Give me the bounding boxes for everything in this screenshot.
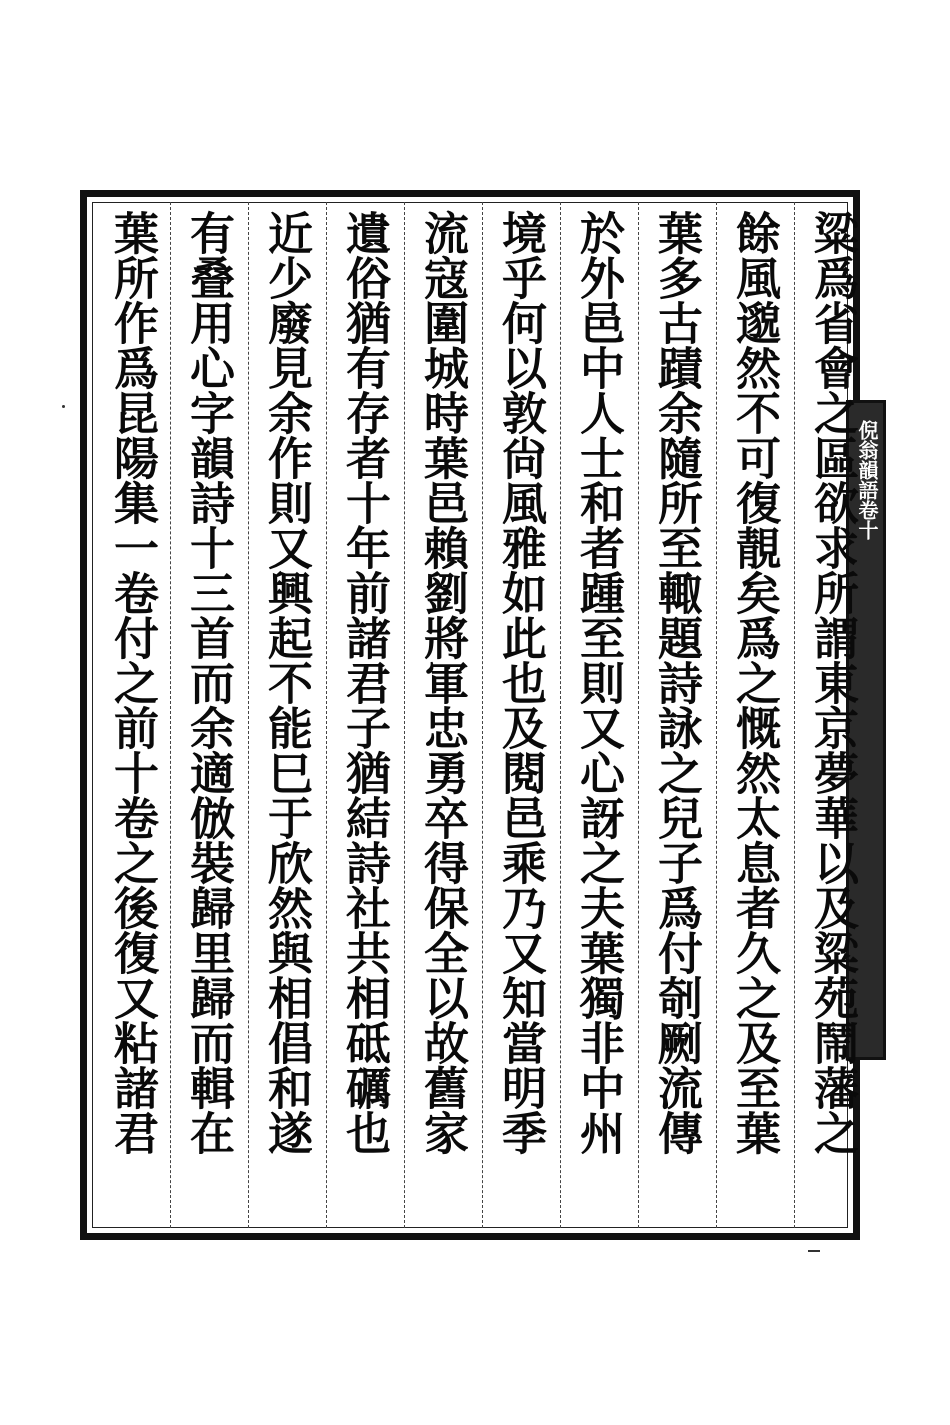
text-column-4: 於外邑中人士和者踵至則又心訝之夫葉獨非中州: [572, 210, 625, 1155]
text-column-8: 近少廢見余作則又興起不能巳于欣然與相倡和遂: [260, 210, 313, 1155]
column-divider: [482, 202, 483, 1228]
text-column-6: 流寇圍城時葉邑賴劉將軍忠勇卒得保全以故舊家: [416, 210, 469, 1155]
spine-title: 倪翁韻語卷十: [855, 420, 879, 540]
text-column-2: 餘風邈然不可復靚矣爲之慨然太息者久之及至葉: [728, 210, 781, 1155]
text-column-9: 有叠用心字韻詩十三首而余適倣裝歸里歸而輯在: [182, 210, 235, 1155]
column-divider: [326, 202, 327, 1228]
text-column-1: 粱爲省會之區欲求所謂東京夢華以及粱苑鬧藩之: [806, 210, 859, 1155]
column-divider: [170, 202, 171, 1228]
text-column-5: 境乎何以敦尙風雅如此也及閱邑乘乃又知當明季: [494, 210, 547, 1155]
column-divider: [560, 202, 561, 1228]
column-divider: [638, 202, 639, 1228]
column-divider: [716, 202, 717, 1228]
ink-speck: [62, 405, 65, 408]
ink-speck: [808, 1250, 820, 1252]
column-divider: [404, 202, 405, 1228]
column-divider: [794, 202, 795, 1228]
text-column-3: 葉多古蹟余隨所至輙題詩詠之兒子爲付剞劂流傳: [650, 210, 703, 1155]
text-column-10: 葉所作爲昆陽集一卷付之前十卷之後復又粘諸君: [106, 210, 159, 1155]
text-column-7: 遺俗猶有存者十年前諸君子猶結詩社共相砥礪也: [338, 210, 391, 1155]
column-divider: [248, 202, 249, 1228]
